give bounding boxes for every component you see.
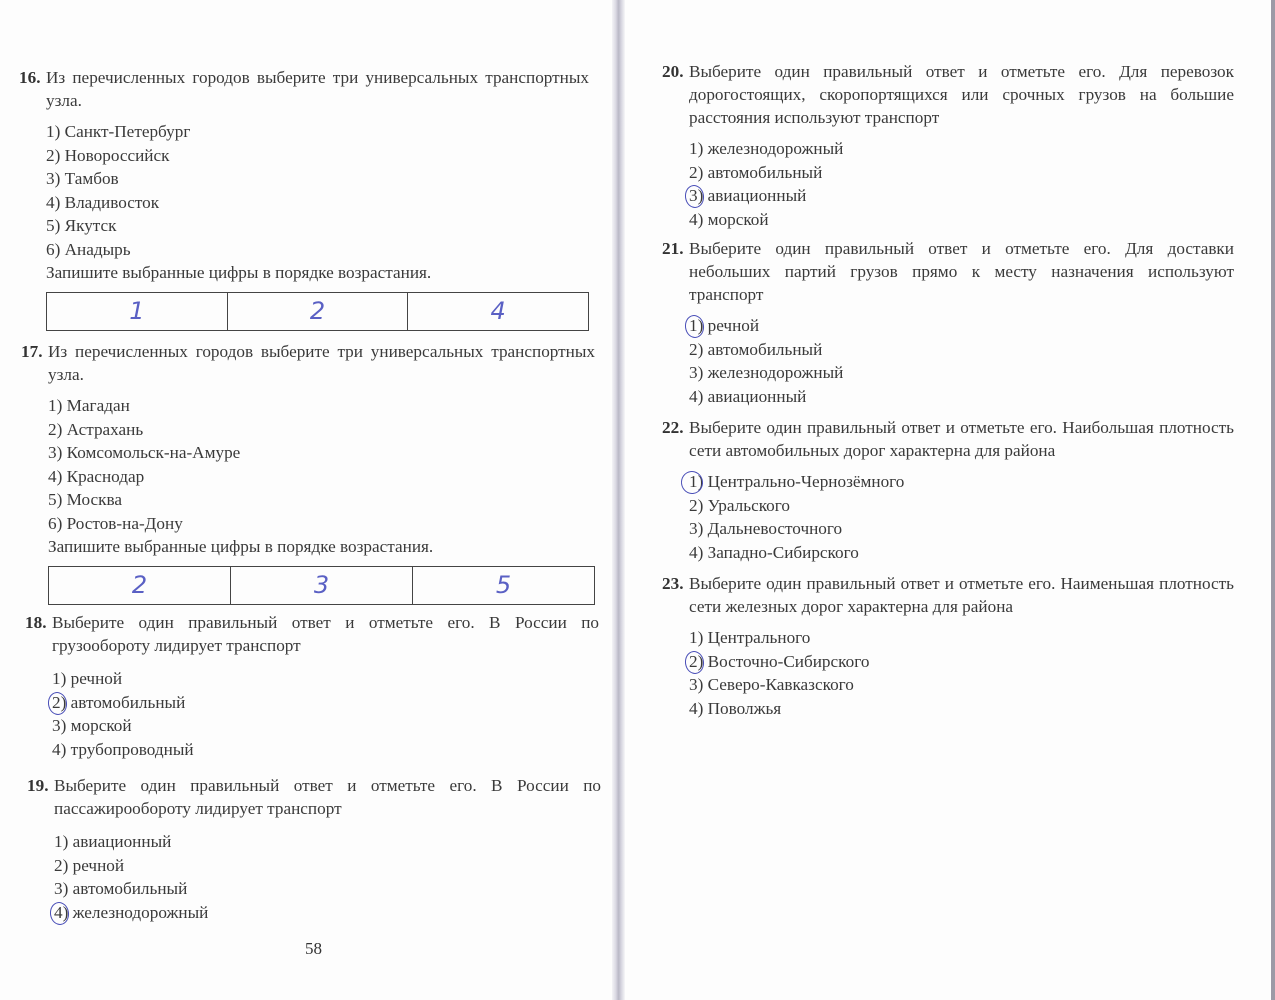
option-label: Астрахань bbox=[66, 419, 144, 439]
option-label: Новороссийск bbox=[64, 145, 170, 165]
option-label: Западно-Сибирского bbox=[707, 542, 859, 562]
option-item[interactable] bbox=[52, 714, 599, 738]
option-label: речной bbox=[72, 855, 125, 875]
option-number: 2) bbox=[48, 419, 63, 439]
option-item[interactable] bbox=[689, 338, 1234, 362]
option-label: автомобильный bbox=[707, 339, 823, 359]
answer-box bbox=[48, 566, 595, 605]
option-item[interactable] bbox=[54, 830, 601, 854]
options-list bbox=[25, 667, 599, 761]
option-label: морской bbox=[707, 209, 769, 229]
answer-cell[interactable]: 4 bbox=[490, 297, 506, 325]
option-item[interactable] bbox=[46, 120, 589, 144]
question-text: Выберите один правильный ответ и отметьте его. Для перевозок дорогостоящих, скоропортящихся или срочных грузов на большие расстояния используют транспорт bbox=[689, 62, 1234, 127]
option-item[interactable] bbox=[54, 877, 601, 901]
answer-cell[interactable]: 1 bbox=[47, 293, 228, 330]
option-label: Анадырь bbox=[64, 239, 131, 259]
option-item[interactable] bbox=[48, 394, 595, 418]
option-label: Восточно-Сибирского bbox=[707, 651, 870, 671]
options-list bbox=[27, 830, 601, 924]
answer-box bbox=[46, 292, 589, 331]
option-label: Уральского bbox=[707, 495, 790, 515]
option-label: автомобильный bbox=[707, 162, 823, 182]
option-item[interactable] bbox=[48, 512, 595, 536]
option-label: железнодорожный bbox=[707, 363, 844, 382]
option-number: 2) bbox=[689, 339, 704, 359]
option-label: Ростов-на-Дону bbox=[66, 513, 183, 533]
option-number: 4) bbox=[689, 386, 704, 406]
options-list bbox=[19, 120, 589, 261]
option-label: Северо-Кавказского bbox=[707, 675, 854, 694]
question-number: 16. bbox=[19, 68, 41, 87]
question-number: 22. bbox=[662, 418, 684, 437]
option-label: Центрально-Чернозёмного bbox=[707, 472, 905, 491]
options-list bbox=[662, 626, 1234, 720]
option-label: авиационный bbox=[707, 186, 807, 205]
option-number: 3) bbox=[689, 519, 704, 538]
options-list bbox=[21, 394, 595, 535]
option-item[interactable] bbox=[46, 214, 589, 238]
page-gutter bbox=[612, 0, 625, 1000]
option-number: 1) bbox=[689, 472, 704, 491]
option-label: Тамбов bbox=[64, 169, 119, 188]
option-number: 1) bbox=[54, 832, 69, 851]
option-number: 1) bbox=[689, 316, 704, 335]
question-text: Выберите один правильный ответ и отметьте его. В России по грузообороту лидирует транспорт bbox=[52, 613, 599, 655]
option-number: 1) bbox=[46, 122, 61, 141]
option-item[interactable] bbox=[689, 137, 1234, 161]
option-label: Краснодар bbox=[66, 466, 145, 486]
question-number: 19. bbox=[27, 776, 49, 795]
option-label: речной bbox=[70, 669, 123, 688]
option-number: 6) bbox=[46, 239, 61, 259]
option-label: автомобильный bbox=[72, 879, 188, 898]
option-number: 2) bbox=[54, 855, 69, 875]
question-text: Из перечисленных городов выберите три универсальных транспортных узла. bbox=[48, 342, 595, 384]
answer-cell[interactable]: 2 bbox=[228, 293, 409, 330]
option-number: 3) bbox=[46, 169, 61, 188]
option-label: Поволжья bbox=[707, 698, 782, 718]
question-number: 18. bbox=[25, 613, 47, 632]
question-17 bbox=[21, 340, 595, 605]
instruction-text: Запишите выбранные цифры в порядке возрастания. bbox=[46, 263, 432, 282]
options-list bbox=[662, 314, 1234, 408]
option-item[interactable] bbox=[689, 470, 1234, 494]
option-label: Москва bbox=[66, 490, 122, 509]
option-item[interactable] bbox=[48, 465, 595, 489]
option-item[interactable] bbox=[46, 191, 589, 215]
option-number: 4) bbox=[689, 209, 704, 229]
option-item[interactable] bbox=[46, 238, 589, 262]
page-number: 58 bbox=[305, 939, 322, 958]
question-number: 17. bbox=[21, 342, 43, 361]
option-number: 3) bbox=[54, 879, 69, 898]
question-20 bbox=[662, 60, 1234, 231]
question-number: 23. bbox=[662, 574, 684, 593]
option-item[interactable] bbox=[689, 541, 1234, 565]
question-16 bbox=[19, 66, 589, 331]
option-number: 3) bbox=[52, 716, 67, 735]
option-item[interactable] bbox=[46, 144, 589, 168]
option-item[interactable] bbox=[46, 167, 589, 191]
option-item[interactable] bbox=[689, 161, 1234, 185]
option-label: речной bbox=[707, 316, 760, 335]
option-number: 3) bbox=[48, 443, 63, 462]
option-number: 3) bbox=[689, 675, 704, 694]
option-label: авиационный bbox=[707, 386, 807, 406]
page-edge bbox=[1271, 0, 1275, 1000]
option-item[interactable] bbox=[54, 901, 601, 925]
option-label: Санкт-Петербург bbox=[64, 122, 191, 141]
option-number: 1) bbox=[52, 669, 67, 688]
question-18 bbox=[25, 611, 599, 761]
option-label: Комсомольск-на-Амуре bbox=[66, 443, 241, 462]
options-list bbox=[662, 137, 1234, 231]
option-label: морской bbox=[70, 716, 132, 735]
option-number: 4) bbox=[46, 192, 61, 212]
option-number: 2) bbox=[689, 495, 704, 515]
option-label: железнодорожный bbox=[72, 902, 209, 922]
option-number: 4) bbox=[54, 902, 69, 922]
option-number: 1) bbox=[689, 139, 704, 158]
question-text: Выберите один правильный ответ и отметьте его. В России по пассажирообороту лидирует транспорт bbox=[54, 776, 601, 818]
option-item[interactable] bbox=[52, 667, 599, 691]
option-number: 4) bbox=[48, 466, 63, 486]
option-number: 2) bbox=[689, 162, 704, 182]
option-number: 4) bbox=[689, 698, 704, 718]
option-number: 1) bbox=[48, 396, 63, 415]
option-number: 3) bbox=[689, 186, 704, 205]
option-label: автомобильный bbox=[70, 692, 186, 712]
answer-cell[interactable]: 5 bbox=[495, 571, 512, 599]
option-item[interactable] bbox=[689, 184, 1234, 208]
question-22 bbox=[662, 416, 1234, 564]
question-number: 21. bbox=[662, 239, 684, 258]
question-text: Выберите один правильный ответ и отметьте его. Для доставки небольших партий грузов прямо к месту назначения используют транспорт bbox=[689, 239, 1234, 304]
instruction-text: Запишите выбранные цифры в порядке возрастания. bbox=[48, 537, 434, 556]
option-label: Владивосток bbox=[64, 192, 160, 212]
option-label: Центрального bbox=[707, 628, 811, 647]
option-item[interactable] bbox=[689, 361, 1234, 385]
option-number: 2) bbox=[52, 692, 67, 712]
option-item[interactable] bbox=[689, 494, 1234, 518]
option-item[interactable] bbox=[54, 854, 601, 878]
option-item[interactable] bbox=[48, 441, 595, 465]
options-list bbox=[662, 470, 1234, 564]
option-label: Якутск bbox=[64, 216, 117, 235]
question-23 bbox=[662, 572, 1234, 720]
option-item[interactable] bbox=[689, 517, 1234, 541]
option-number: 1) bbox=[689, 628, 704, 647]
question-text: Из перечисленных городов выберите три универсальных транспортных узла. bbox=[46, 68, 589, 110]
option-item[interactable] bbox=[689, 314, 1234, 338]
answer-cell[interactable]: 2 bbox=[49, 567, 231, 604]
answer-cell[interactable]: 3 bbox=[231, 567, 413, 604]
question-text: Выберите один правильный ответ и отметьте его. Наибольшая плотность сети автомобильных дорог характерна для района bbox=[689, 418, 1234, 460]
question-21 bbox=[662, 237, 1234, 408]
option-item[interactable] bbox=[689, 650, 1234, 674]
option-number: 2) bbox=[689, 651, 704, 671]
question-text: Выберите один правильный ответ и отметьте его. Наименьшая плотность сети железных дорог характерна для района bbox=[689, 574, 1234, 616]
option-item[interactable] bbox=[52, 738, 599, 762]
option-number: 5) bbox=[48, 490, 63, 509]
option-number: 4) bbox=[52, 739, 67, 759]
question-19 bbox=[27, 774, 601, 924]
option-item[interactable] bbox=[689, 697, 1234, 721]
option-number: 4) bbox=[689, 542, 704, 562]
option-number: 3) bbox=[689, 363, 704, 382]
option-number: 5) bbox=[46, 216, 61, 235]
option-label: трубопроводный bbox=[70, 739, 194, 759]
option-number: 2) bbox=[46, 145, 61, 165]
option-label: Магадан bbox=[66, 396, 130, 415]
question-number: 20. bbox=[662, 62, 684, 81]
option-item[interactable] bbox=[48, 488, 595, 512]
option-item[interactable] bbox=[689, 385, 1234, 409]
option-item[interactable] bbox=[689, 673, 1234, 697]
option-item[interactable] bbox=[48, 418, 595, 442]
option-number: 6) bbox=[48, 513, 63, 533]
option-item[interactable] bbox=[689, 208, 1234, 232]
option-label: авиационный bbox=[72, 832, 172, 851]
option-label: Дальневосточного bbox=[707, 519, 843, 538]
option-label: железнодорожный bbox=[707, 139, 844, 158]
option-item[interactable] bbox=[689, 626, 1234, 650]
option-item[interactable] bbox=[52, 691, 599, 715]
